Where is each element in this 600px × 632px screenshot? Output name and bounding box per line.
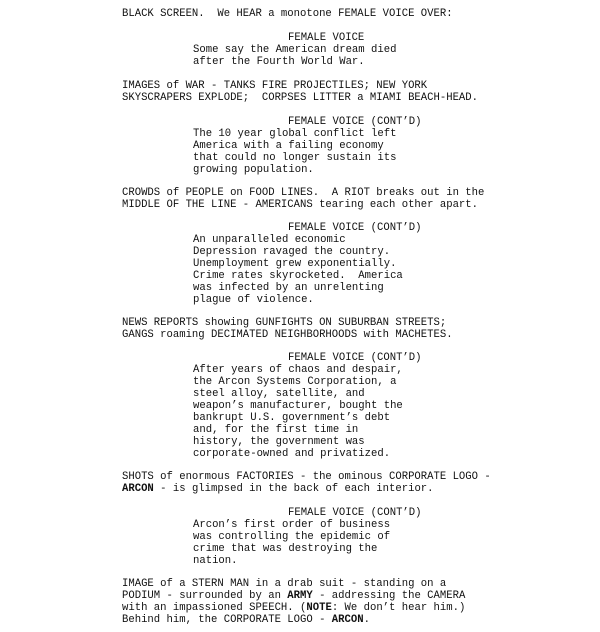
dialogue-line: and, for the first time in: [193, 424, 359, 436]
dialogue-line: plague of violence.: [193, 294, 314, 306]
logo-name-bold: ARCON: [331, 614, 364, 626]
action-line: [122, 602, 465, 614]
action-line: IMAGE of a STERN MAN in a drab suit - standing on a: [122, 578, 447, 590]
character-name: FEMALE VOICE (CONT’D): [288, 222, 422, 234]
action-line: CROWDS of PEOPLE on FOOD LINES. A RIOT breaks out in the: [122, 187, 485, 199]
action-line: MIDDLE OF THE LINE - AMERICANS tearing each other apart.: [122, 199, 479, 211]
dialogue-line: history, the government was: [193, 436, 365, 448]
character-name: FEMALE VOICE: [288, 32, 365, 44]
dialogue-line: steel alloy, satellite, and: [193, 388, 365, 400]
dialogue-line: was controlling the epidemic of: [193, 531, 391, 543]
character-name: FEMALE VOICE (CONT’D): [288, 352, 422, 364]
dialogue-line: Depression ravaged the country.: [193, 246, 391, 258]
action-text: .: [363, 614, 370, 626]
logo-name-bold: ARCON: [122, 483, 154, 495]
action-line: [122, 483, 434, 495]
note-bold: NOTE: [306, 602, 332, 614]
action-line: BLACK SCREEN. We HEAR a monotone FEMALE VOICE OVER:: [122, 8, 453, 20]
dialogue-line: nation.: [193, 555, 238, 567]
action-line: IMAGES of WAR - TANKS FIRE PROJECTILES; NEW YORK: [122, 80, 428, 92]
dialogue-line: was infected by an unrelenting: [193, 282, 384, 294]
dialogue-line: Unemployment grew exponentially.: [193, 258, 397, 270]
dialogue-line: After years of chaos and despair,: [193, 364, 403, 376]
dialogue-line: bankrupt U.S. government’s debt: [193, 412, 391, 424]
action-text: with an impassioned SPEECH. (: [122, 602, 307, 614]
action-text: PODIUM - surrounded by an: [122, 590, 288, 602]
dialogue-line: growing population.: [193, 164, 314, 176]
character-name: FEMALE VOICE (CONT’D): [288, 507, 422, 519]
dialogue-line: America with a failing economy: [193, 140, 384, 152]
dialogue-line: The 10 year global conflict left: [193, 128, 397, 140]
action-line: [122, 590, 465, 602]
action-line: [122, 614, 370, 626]
dialogue-line: Some say the American dream died: [193, 44, 397, 56]
dialogue-line: Arcon’s first order of business: [193, 519, 391, 531]
dialogue-line: that could no longer sustain its: [193, 152, 397, 164]
dialogue-line: An unparalleled economic: [193, 234, 346, 246]
action-line: SHOTS of enormous FACTORIES - the ominous CORPORATE LOGO -: [122, 471, 491, 483]
dialogue-line: Crime rates skyrocketed. America: [193, 270, 403, 282]
dialogue-line: weapon’s manufacturer, bought the: [193, 400, 403, 412]
action-text: Behind him, the CORPORATE LOGO -: [122, 614, 332, 626]
dialogue-line: after the Fourth World War.: [193, 56, 365, 68]
action-text: - is glimpsed in the back of each interior.: [153, 483, 434, 495]
action-line: NEWS REPORTS showing GUNFIGHTS ON SUBURBAN STREETS;: [122, 317, 447, 329]
action-line: GANGS roaming DECIMATED NEIGHBORHOODS with MACHETES.: [122, 329, 453, 341]
action-text: - addressing the CAMERA: [312, 590, 466, 602]
dialogue-line: crime that was destroying the: [193, 543, 378, 555]
dialogue-line: the Arcon Systems Corporation, a: [193, 376, 397, 388]
army-bold: ARMY: [287, 590, 313, 602]
character-name: FEMALE VOICE (CONT’D): [288, 116, 422, 128]
action-line: SKYSCRAPERS EXPLODE; CORPSES LITTER a MIAMI BEACH-HEAD.: [122, 92, 479, 104]
dialogue-line: corporate-owned and privatized.: [193, 448, 391, 460]
action-text: : We don’t hear him.): [331, 602, 466, 614]
